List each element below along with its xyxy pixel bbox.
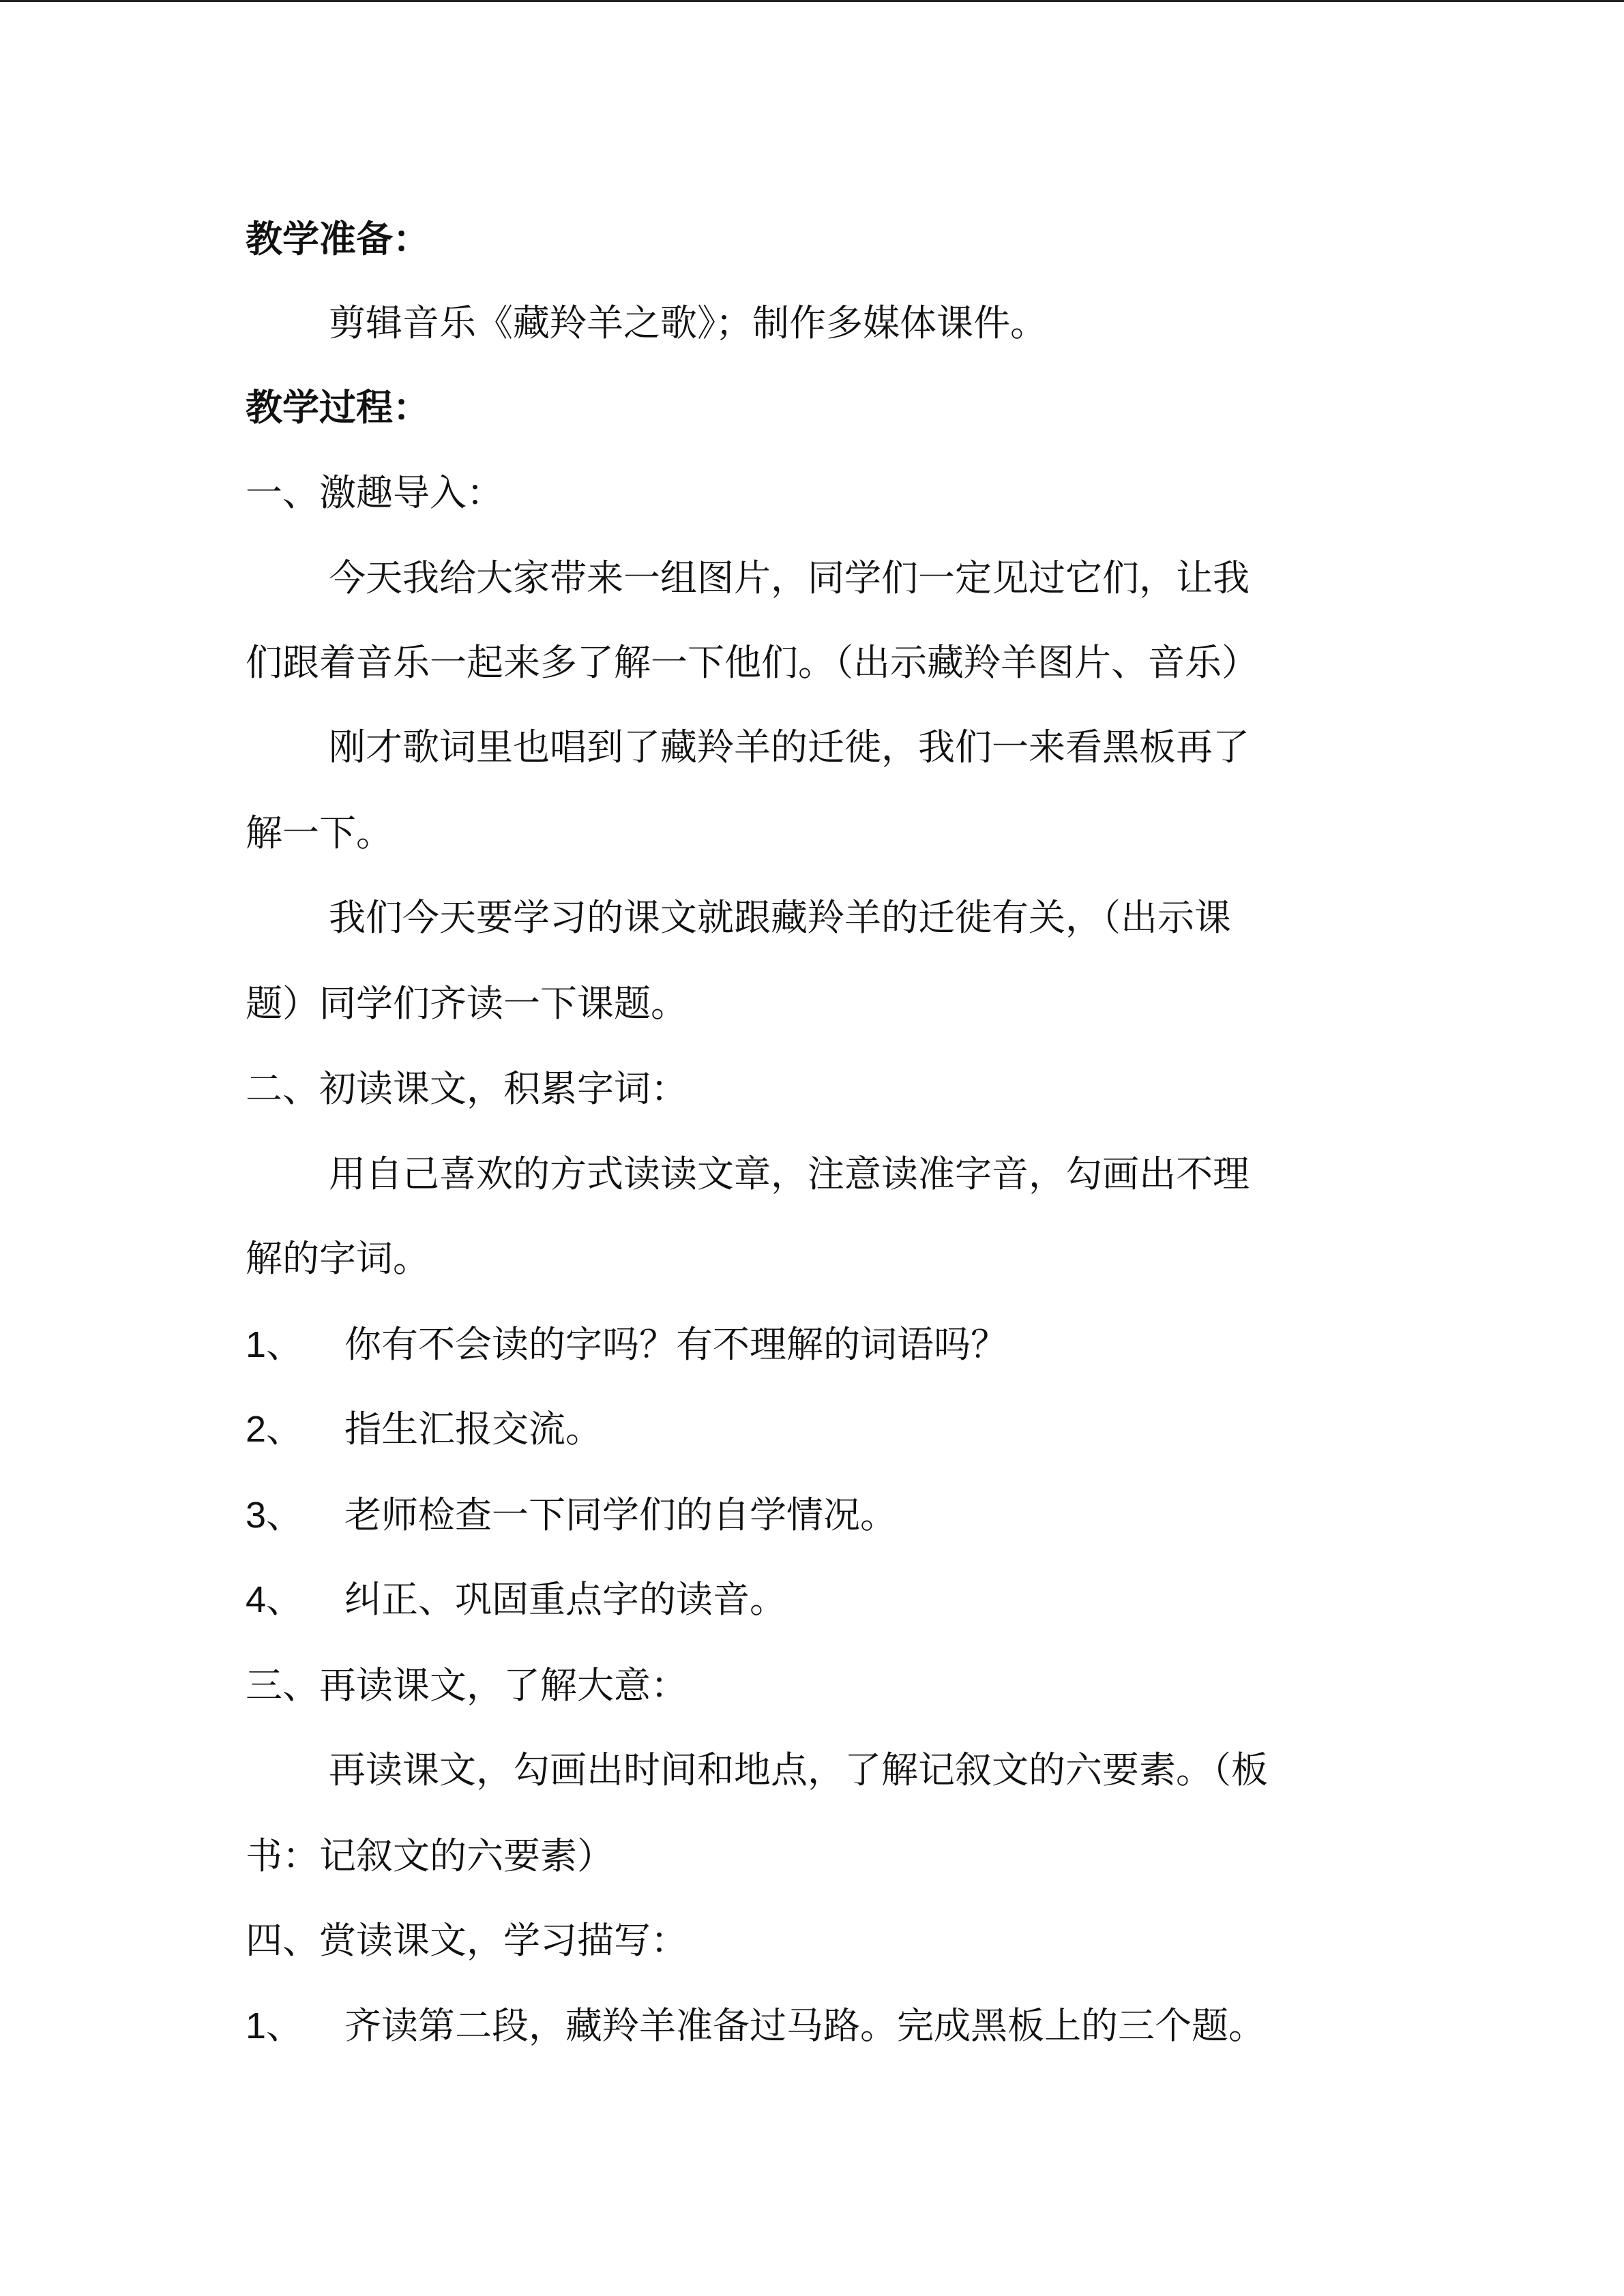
section-heading-process: 教学过程： bbox=[246, 386, 430, 429]
paragraph-line: 用自己喜欢的方式读读文章，注意读准字音，勾画出不理 bbox=[329, 1152, 1250, 1195]
paragraph-line: 刚才歌词里也唱到了藏羚羊的迁徙，我们一来看黑板再了 bbox=[329, 726, 1250, 769]
list-item-text: 老师检查一下同学们的自学情况。 bbox=[344, 1493, 897, 1536]
paragraph-line: 解的字词。 bbox=[246, 1237, 430, 1280]
subheading-appreciation: 四、赏读课文，学习描写： bbox=[246, 1919, 688, 1962]
subheading-second-reading: 三、再读课文，了解大意： bbox=[246, 1664, 688, 1707]
list-item bbox=[246, 2004, 1378, 2048]
section-heading-preparation: 教学准备： bbox=[246, 218, 430, 260]
list-number: 2、 bbox=[246, 1409, 304, 1450]
list-number: 1、 bbox=[246, 2006, 304, 2046]
paragraph-line: 书：记叙文的六要素） bbox=[246, 1834, 614, 1877]
list-item bbox=[246, 1578, 1378, 1622]
paragraph-line: 们跟着音乐一起来多了解一下他们。（出示藏羚羊图片、音乐） bbox=[246, 641, 1258, 684]
list-item-text: 你有不会读的字吗？有不理解的词语吗？ bbox=[344, 1323, 1007, 1366]
paragraph-line: 再读课文，勾画出时间和地点，了解记叙文的六要素。（板 bbox=[329, 1748, 1268, 1791]
list-number: 1、 bbox=[246, 1324, 304, 1365]
paragraph-line: 剪辑音乐《藏羚羊之歌》；制作多媒体课件。 bbox=[329, 301, 1047, 344]
list-item-text: 指生汇报交流。 bbox=[344, 1407, 602, 1450]
paragraph-line: 今天我给大家带来一组图片，同学们一定见过它们，让我 bbox=[329, 556, 1250, 599]
list-number: 3、 bbox=[246, 1495, 304, 1536]
paragraph-line: 解一下。 bbox=[246, 811, 393, 854]
list-item bbox=[246, 1493, 1378, 1537]
list-item-text: 齐读第二段，藏羚羊准备过马路。完成黑板上的三个题。 bbox=[344, 2004, 1265, 2047]
list-number: 4、 bbox=[246, 1579, 304, 1620]
page-top-border bbox=[0, 0, 1624, 2]
list-item bbox=[246, 1323, 1378, 1367]
subheading-first-reading: 二、初读课文，积累字词： bbox=[246, 1067, 688, 1110]
paragraph-line: 题）同学们齐读一下课题。 bbox=[246, 982, 688, 1025]
list-item bbox=[246, 1407, 1378, 1451]
paragraph-line: 我们今天要学习的课文就跟藏羚羊的迁徙有关，（出示课 bbox=[329, 896, 1231, 939]
subheading-intro: 一、激趣导入： bbox=[246, 471, 503, 514]
list-item-text: 纠正、巩固重点字的读音。 bbox=[344, 1578, 786, 1621]
